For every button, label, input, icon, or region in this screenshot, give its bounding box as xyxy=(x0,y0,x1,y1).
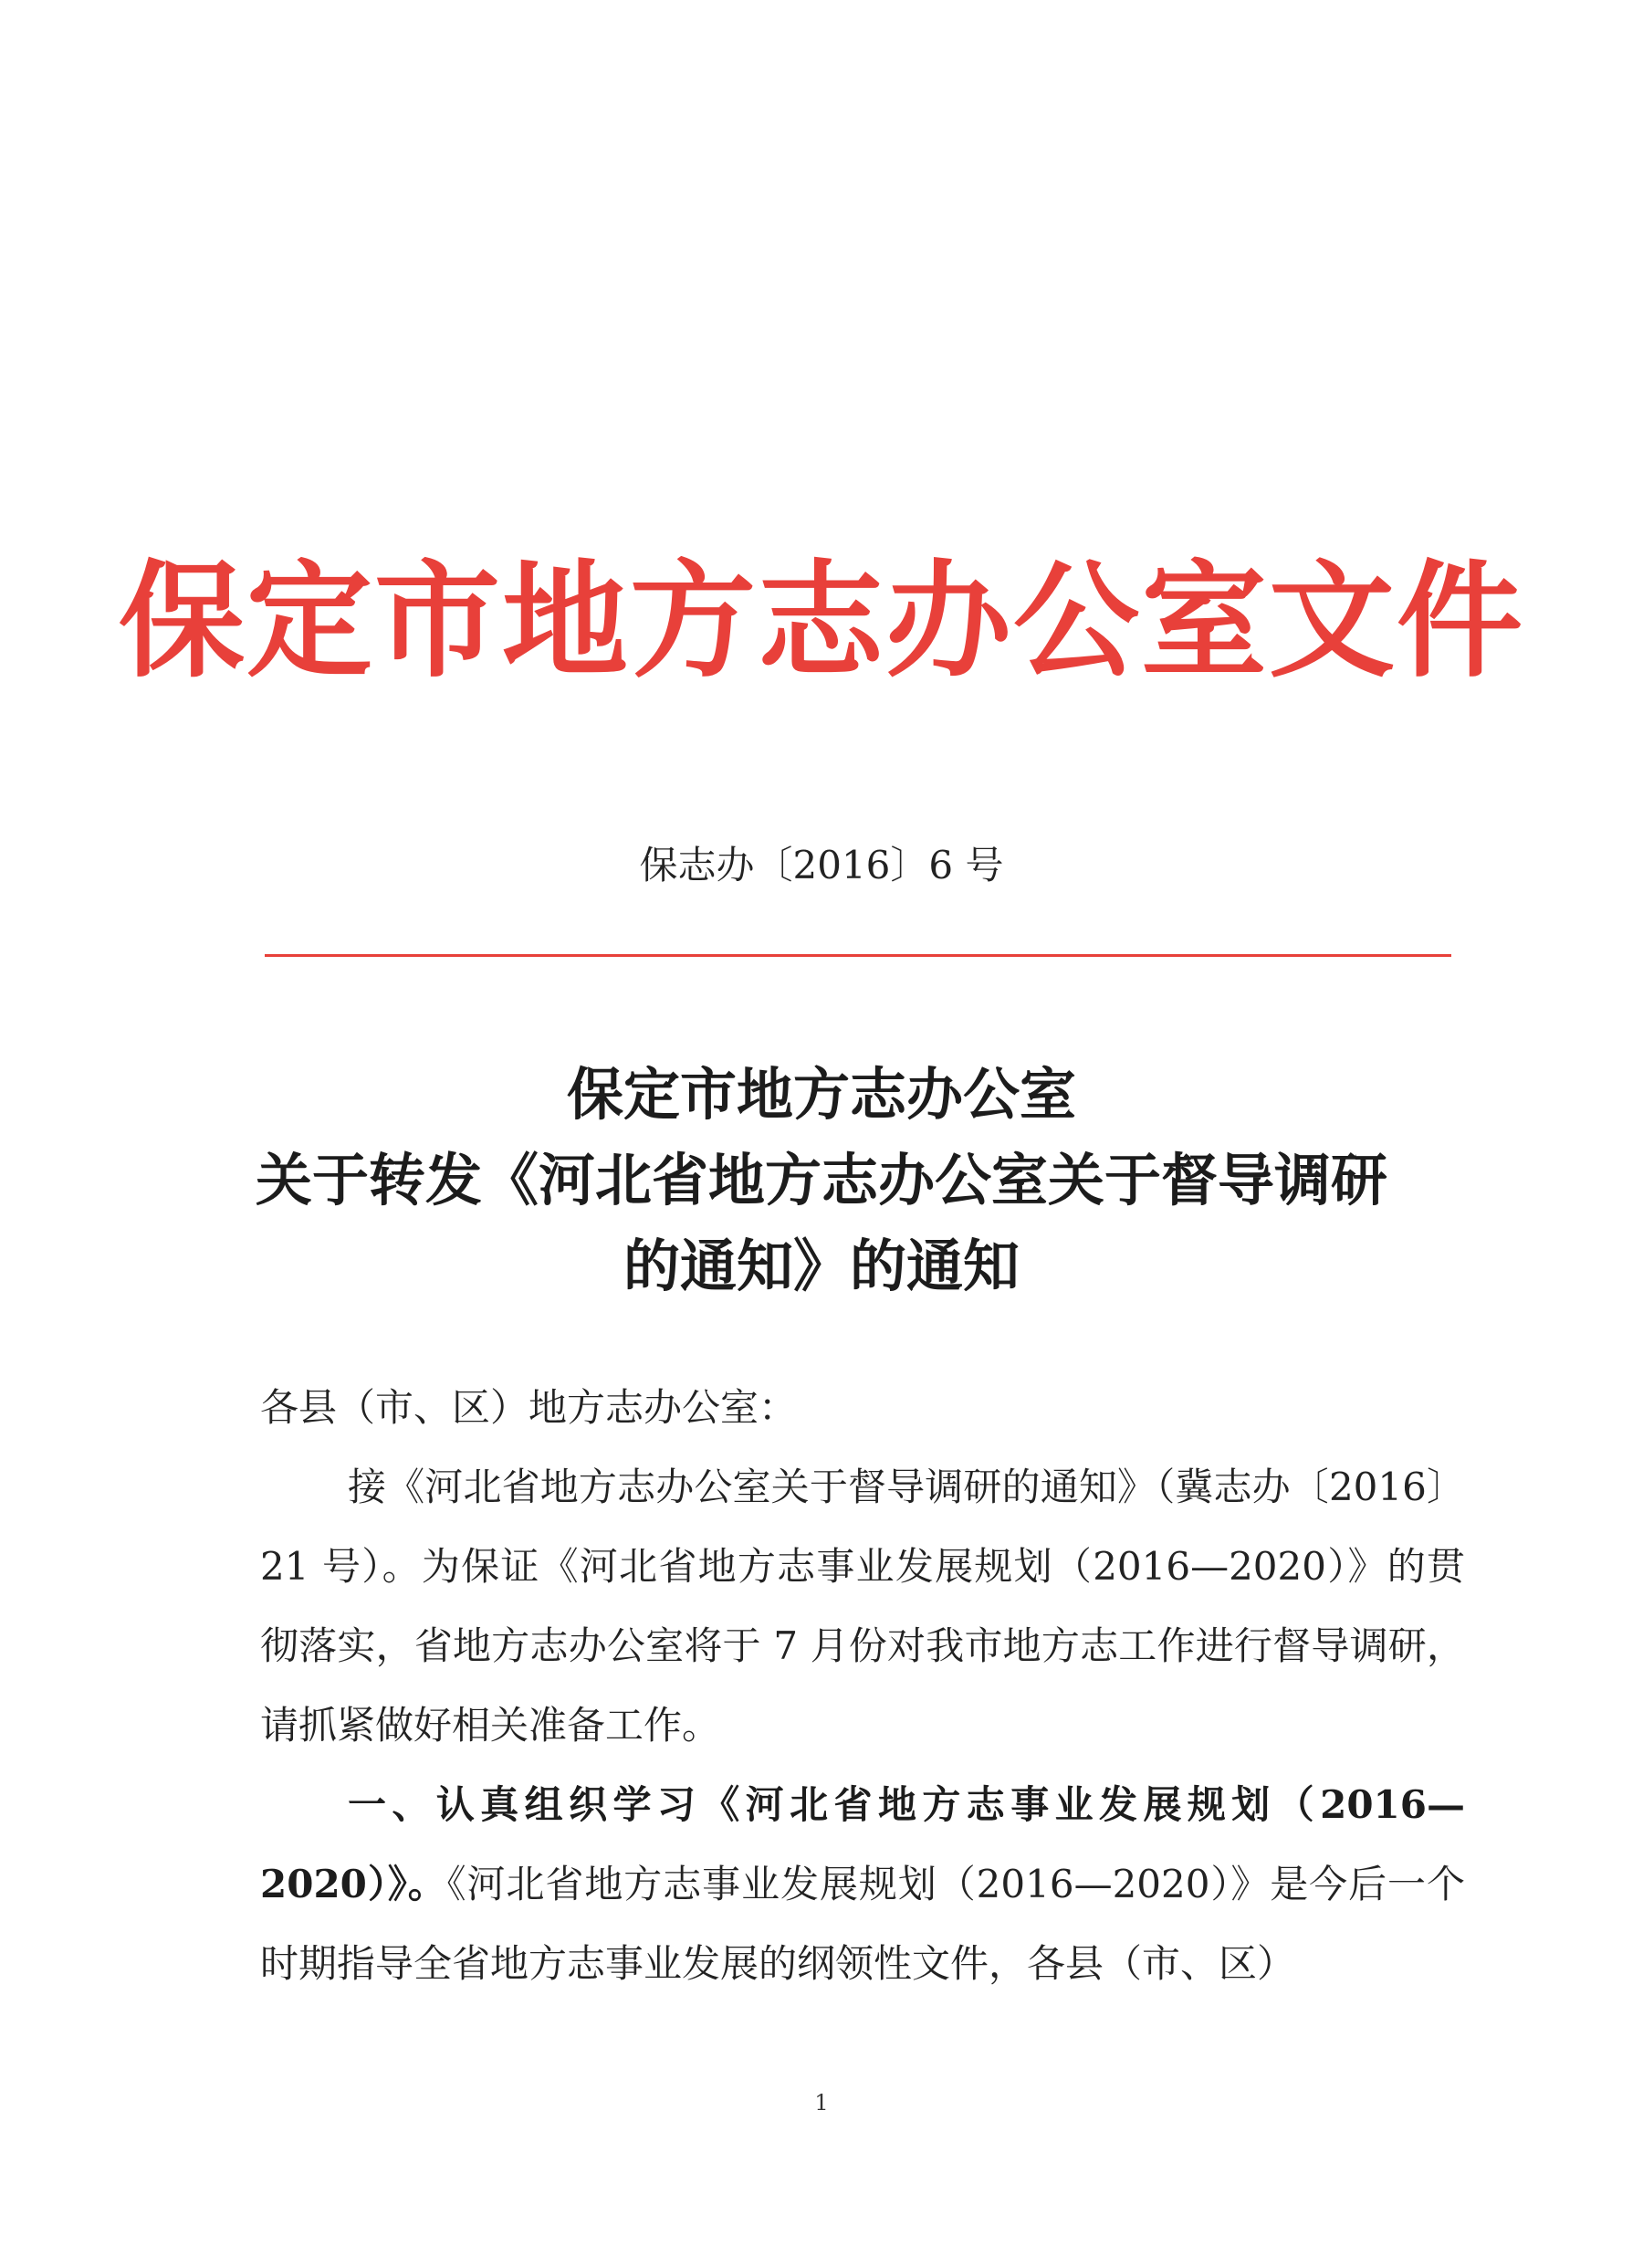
paragraph-1: 接《河北省地方志办公室关于督导调研的通知》（冀志办〔2016〕21 号）。为保证《河北省地方志事业发展规划（2016—2020）》的贯彻落实，省地方志办公室将于 7 月份对我市地方志工作进行督导调研，请抓紧做好相关准备工作。 xyxy=(260,1465,1465,1748)
salutation: 各县（市、区）地方志办公室： xyxy=(260,1385,798,1430)
section-1-heading: 一、认真组织学习《河北省地方志事业发展规划（2016—2020）》。 xyxy=(260,1782,1465,1906)
title-line-2: 关于转发《河北省地方志办公室关于督导调研 xyxy=(255,1147,1387,1213)
document-number: 保志办〔2016〕6 号 xyxy=(639,843,1004,887)
title-line-1: 保定市地方志办公室 xyxy=(566,1061,1076,1128)
page-number: 1 xyxy=(814,2090,829,2116)
document-title xyxy=(183,1052,1460,1309)
red-divider-rule xyxy=(265,954,1451,957)
document-masthead: 保定市地方志办公室文件 xyxy=(118,546,1524,695)
title-line-3: 的通知》的通知 xyxy=(623,1233,1020,1299)
section-1-paragraph xyxy=(260,1765,1465,2003)
section-1-text: 《河北省地方志事业发展规划（2016—2020）》是今后一个时期指导全省地方志事业发展的纲领性文件，各县（市、区） xyxy=(260,1862,1465,1986)
document-body xyxy=(260,1368,1465,2003)
